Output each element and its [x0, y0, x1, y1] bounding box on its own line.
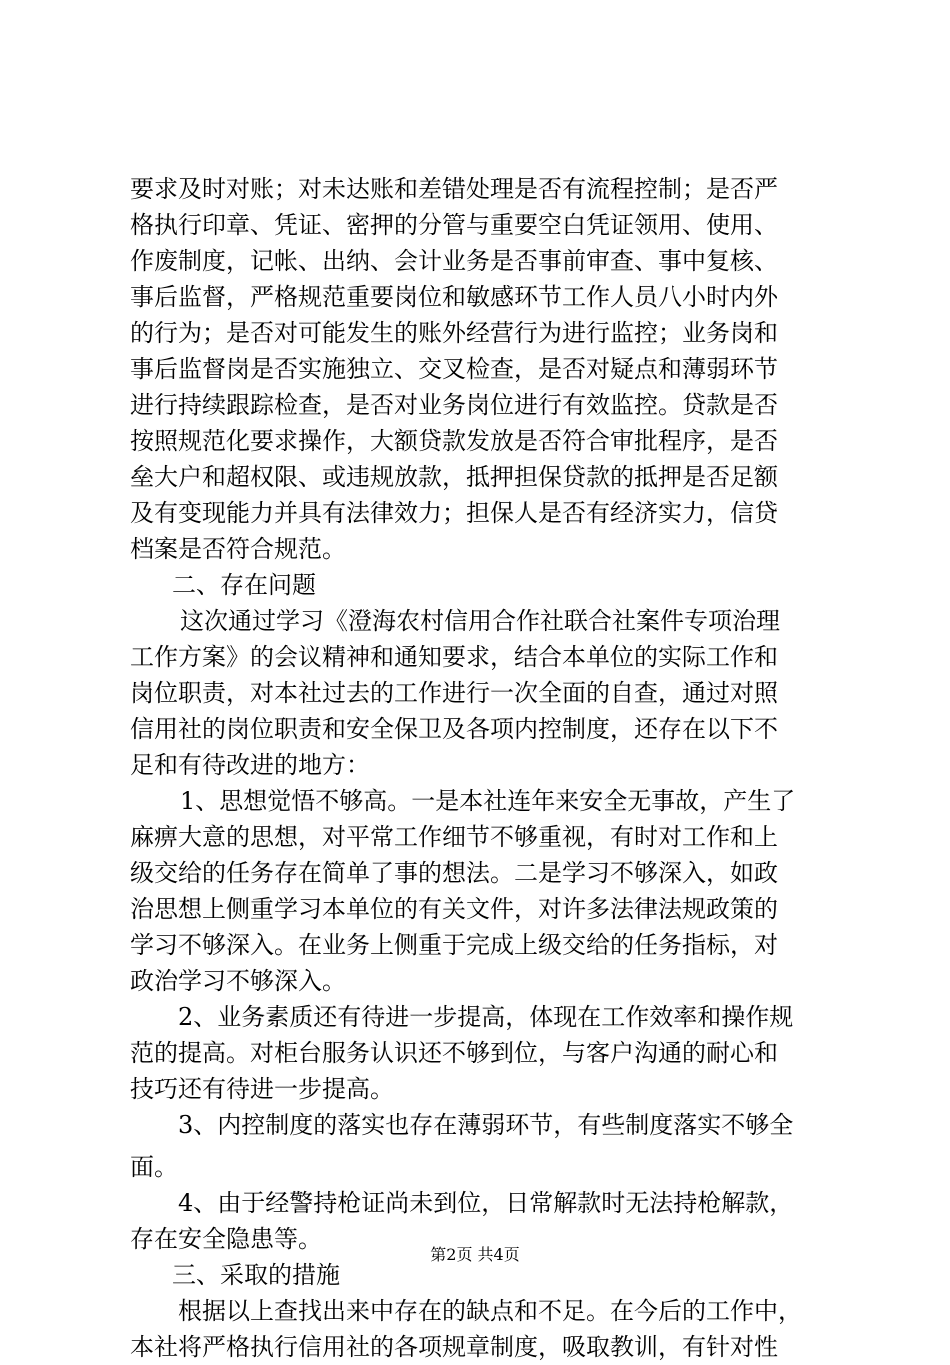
text-line: 2、业务素质还有待进一步提高，体现在工作效率和操作规 — [178, 1003, 794, 1031]
text-line: 的行为；是否对可能发生的账外经营行为进行监控；业务岗和 — [130, 319, 778, 347]
text-line: 信用社的岗位职责和安全保卫及各项内控制度，还存在以下不 — [130, 715, 778, 743]
text-line: 二、存在问题 — [172, 571, 316, 599]
text-line: 技巧还有待进一步提高。 — [130, 1075, 394, 1103]
page-footer: 第2页 共4页 — [430, 1245, 520, 1264]
text-line: 存在安全隐患等。 — [130, 1225, 322, 1253]
text-line: 范的提高。对柜台服务认识还不够到位，与客户沟通的耐心和 — [130, 1039, 778, 1067]
text-line: 要求及时对账；对未达账和差错处理是否有流程控制；是否严 — [130, 175, 778, 203]
text-line: 面。 — [130, 1153, 178, 1181]
text-line: 3、内控制度的落实也存在薄弱环节，有些制度落实不够全 — [178, 1111, 794, 1139]
text-line: 三、采取的措施 — [172, 1261, 340, 1289]
text-line: 进行持续跟踪检查，是否对业务岗位进行有效监控。贷款是否 — [130, 391, 778, 419]
text-line: 麻痹大意的思想，对平常工作细节不够重视，有时对工作和上 — [130, 823, 778, 851]
text-line: 工作方案》的会议精神和通知要求，结合本单位的实际工作和 — [130, 643, 778, 671]
text-line: 作废制度，记帐、出纳、会计业务是否事前审查、事中复核、 — [130, 247, 778, 275]
text-line: 事后监督，严格规范重要岗位和敏感环节工作人员八小时内外 — [130, 283, 778, 311]
text-line: 按照规范化要求操作，大额贷款发放是否符合审批程序，是否 — [130, 427, 778, 455]
text-line: 格执行印章、凭证、密押的分管与重要空白凭证领用、使用、 — [130, 211, 778, 239]
text-line: 治思想上侧重学习本单位的有关文件，对许多法律法规政策的 — [130, 895, 778, 923]
text-line: 岗位职责，对本社过去的工作进行一次全面的自查，通过对照 — [130, 679, 778, 707]
text-line: 及有变现能力并具有法律效力；担保人是否有经济实力，信贷 — [130, 499, 778, 527]
text-line: 根据以上查找出来中存在的缺点和不足。在今后的工作中， — [178, 1297, 802, 1325]
text-line: 学习不够深入。在业务上侧重于完成上级交给的任务指标，对 — [130, 931, 778, 959]
document-body — [130, 171, 830, 1365]
text-line: 垒大户和超权限、或违规放款，抵押担保贷款的抵押是否足额 — [130, 463, 778, 491]
text-line: 政治学习不够深入。 — [130, 967, 346, 995]
text-line: 档案是否符合规范。 — [130, 535, 346, 563]
text-line: 本社将严格执行信用社的各项规章制度，吸取教训，有针对性 — [130, 1333, 778, 1361]
text-line: 事后监督岗是否实施独立、交叉检查，是否对疑点和薄弱环节 — [130, 355, 778, 383]
text-line: 级交给的任务存在简单了事的想法。二是学习不够深入，如政 — [130, 859, 778, 887]
text-line: 1、思想觉悟不够高。一是本社连年来安全无事故，产生了 — [180, 787, 796, 815]
text-line: 足和有待改进的地方： — [130, 751, 370, 779]
text-line: 4、由于经警持枪证尚未到位，日常解款时无法持枪解款， — [178, 1189, 794, 1217]
text-line: 这次通过学习《澄海农村信用合作社联合社案件专项治理 — [180, 607, 780, 635]
